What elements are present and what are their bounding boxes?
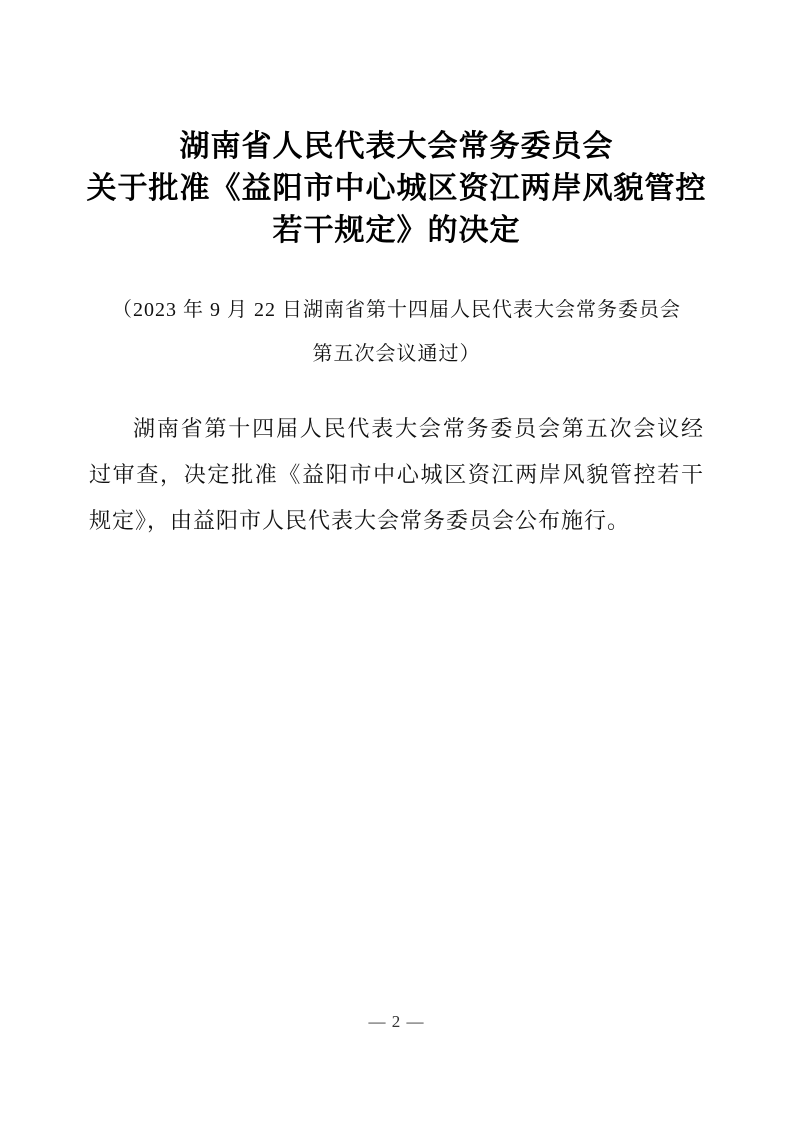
body-paragraph: 湖南省第十四届人民代表大会常务委员会第五次会议经过审查，决定批准《益阳市中心城区资江两岸风貌管控若干规定》，由益阳市人民代表大会常务委员会公布施行。 xyxy=(89,416,704,533)
document-title-line-3: 若干规定》的决定 xyxy=(272,214,521,247)
adoption-note-line-2: 第五次会议通过） xyxy=(312,343,481,365)
document-title-line-2: 关于批准《益阳市中心城区资江两岸风貌管控 xyxy=(86,172,707,205)
document-title-line-1: 湖南省人民代表大会常务委员会 xyxy=(179,130,614,163)
adoption-note-line-1: （2023 年 9 月 22 日湖南省第十四届人民代表大会常务委员会 xyxy=(112,299,681,321)
document-title xyxy=(0,0,793,252)
adoption-note xyxy=(0,288,793,376)
page-footer xyxy=(0,1012,793,1032)
document-body xyxy=(89,406,704,544)
page-number: — 2 — xyxy=(368,1012,425,1031)
